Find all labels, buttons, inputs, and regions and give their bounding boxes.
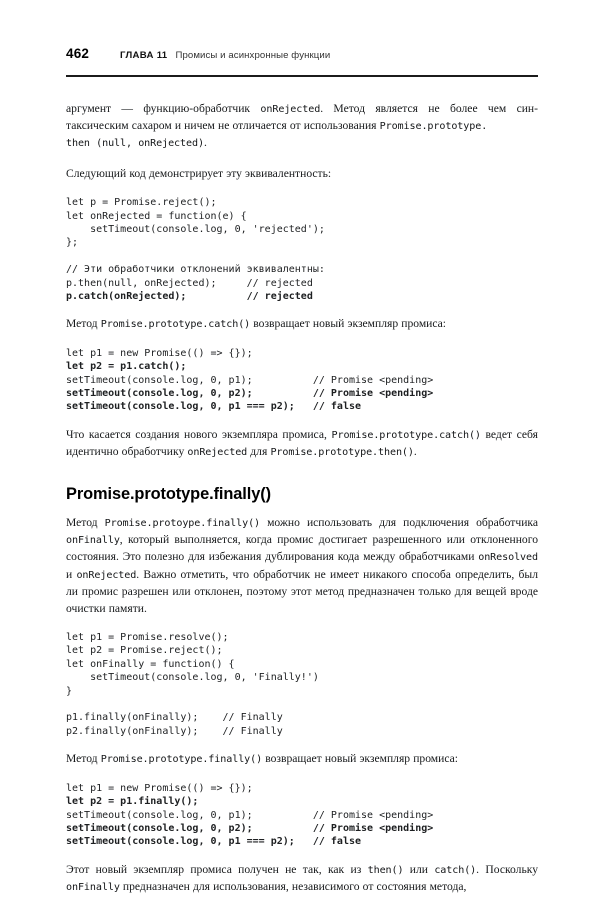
text-run: . <box>413 445 417 459</box>
code-block-finally-new-instance <box>66 782 538 849</box>
code-line: setTimeout(console.log, 0, p1 === p2); // false <box>66 401 362 413</box>
code-line: let p1 = new Promise(() => {}); <box>66 782 253 794</box>
inline-code: onResolved <box>478 552 538 564</box>
inline-code: onRejected <box>76 569 137 581</box>
text-run: . Метод является не более чем син- <box>320 101 538 115</box>
page-number: 462 <box>66 46 90 61</box>
text-run: Метод <box>66 317 101 331</box>
code-listing-3 <box>66 631 538 738</box>
text-run: ведет себя идентично обработчику <box>66 427 538 459</box>
section-heading-wrap <box>66 484 538 504</box>
paragraph-next-code-demo: Следующий код демонстрирует эту эквивалентность: <box>66 166 332 180</box>
code-line: p.then(null, onRejected); // rejected <box>66 277 313 289</box>
code-line: setTimeout(console.log, 0, p2); // Promise <pending> <box>66 387 434 399</box>
code-blank-line <box>66 698 538 711</box>
header-rule <box>66 75 538 77</box>
inline-code: Promise.prototype.then() <box>270 447 414 459</box>
code-line: } <box>66 685 73 697</box>
code-line: p2.finally(onFinally); // Finally <box>66 725 283 737</box>
paragraph-catch-identical-behavior <box>66 427 538 462</box>
inline-code: Promise.prototype.catch() <box>100 319 251 331</box>
text-run: , который выполняется, когда промис достигает разрешенного или отклоненного состояния. Это полезно для избежания дублирования кода между обработчиками <box>66 533 538 564</box>
text-run: возвращает новый экземпляр промиса: <box>262 752 458 766</box>
text-run: . Поскольку <box>476 862 538 876</box>
text-run: Метод <box>66 515 105 529</box>
text-run: таксическим сахаром и ничем не отличается от использования <box>66 118 380 132</box>
code-line: setTimeout(console.log, 0, p1 === p2); // false <box>66 836 362 848</box>
code-line: setTimeout(console.log, 0, p1); // Promise <pending> <box>66 809 434 821</box>
paragraph-finally-returns-new <box>66 751 538 768</box>
code-line: let p2 = p1.finally(); <box>66 796 199 808</box>
code-line: let p2 = p1.catch(); <box>66 361 187 373</box>
code-line: let p = Promise.reject(); <box>66 197 217 209</box>
paragraph-onrejected-sugar <box>66 101 538 153</box>
code-line: p.catch(onRejected); // rejected <box>66 290 313 302</box>
text-run: возвращает новый экземпляр промиса: <box>250 317 447 331</box>
inline-code: onRejected <box>260 103 321 115</box>
text-run: для <box>247 445 271 459</box>
code-line: setTimeout(console.log, 0, 'rejected'); <box>66 223 325 235</box>
inline-code: onFinally <box>66 882 120 894</box>
paragraph-finally-instance-origin <box>66 862 538 897</box>
inline-code: onFinally <box>66 535 120 547</box>
running-head <box>66 0 538 70</box>
text-run: Что касается создания нового экземпляра промиса, <box>66 427 332 441</box>
code-line: let p1 = new Promise(() => {}); <box>66 347 253 359</box>
code-block-finally-usage <box>66 631 538 738</box>
code-line: let onFinally = function() { <box>66 658 235 670</box>
code-block-catch-equivalence <box>66 196 538 303</box>
inline-code: Promise.prototype. <box>379 120 488 132</box>
code-listing-4 <box>66 782 538 849</box>
code-line: p1.finally(onFinally); // Finally <box>66 712 283 724</box>
text-run: . <box>203 136 207 150</box>
code-block-catch-new-instance <box>66 347 538 414</box>
text-run: Этот новый экземпляр промиса получен не так, как из <box>66 862 368 876</box>
code-line: let p2 = Promise.reject(); <box>66 645 223 657</box>
code-listing-2 <box>66 347 538 414</box>
inline-code: Promise.prototype.catch() <box>331 429 481 441</box>
chapter-title: Промисы и асинхронные функции <box>175 50 331 61</box>
text-run: или <box>403 862 435 876</box>
text-run: можно использовать для подключения обработчика <box>260 515 538 529</box>
inline-code: onRejected <box>187 447 248 459</box>
code-line: // Эти обработчики отклонений эквивалентны: <box>66 264 325 276</box>
paragraph-catch-returns-new <box>66 316 538 333</box>
inline-code: Promise.protoype.finally() <box>104 517 261 529</box>
code-line: setTimeout(console.log, 0, p2); // Promise <pending> <box>66 822 434 834</box>
paragraph-finally-description <box>66 515 538 617</box>
inline-code: Promise.prototype.finally() <box>100 754 263 766</box>
code-line: let onRejected = function(e) { <box>66 210 247 222</box>
text-run: аргумент — функцию-обработчик <box>66 101 261 115</box>
text-run: . Важно отметить, что обработчик не имеет никакого способа определить, был ли промис разрешен или отклонен, поэтому этот метод предназначен только для вещей вроде очистки памяти. <box>66 567 538 615</box>
text-run: предназначен для использования, независимого от состояния метода, <box>119 880 467 894</box>
text-run: Метод <box>66 752 101 766</box>
code-line: setTimeout(console.log, 0, p1); // Promise <pending> <box>66 374 434 386</box>
code-line: setTimeout(console.log, 0, 'Finally!') <box>66 672 319 684</box>
section-heading-finally: Promise.prototype.finally() <box>66 484 271 503</box>
code-blank-line <box>66 250 538 263</box>
code-line: let p1 = Promise.resolve(); <box>66 632 229 644</box>
inline-code: then() <box>367 864 404 876</box>
text-run: и <box>66 567 77 581</box>
inline-code: catch() <box>434 864 477 876</box>
code-line: }; <box>66 237 79 249</box>
page-content-column <box>66 0 538 897</box>
inline-code: then (null, onRejected) <box>66 138 204 150</box>
code-listing-1 <box>66 196 538 303</box>
chapter-label: ГЛАВА 11 <box>120 50 168 61</box>
